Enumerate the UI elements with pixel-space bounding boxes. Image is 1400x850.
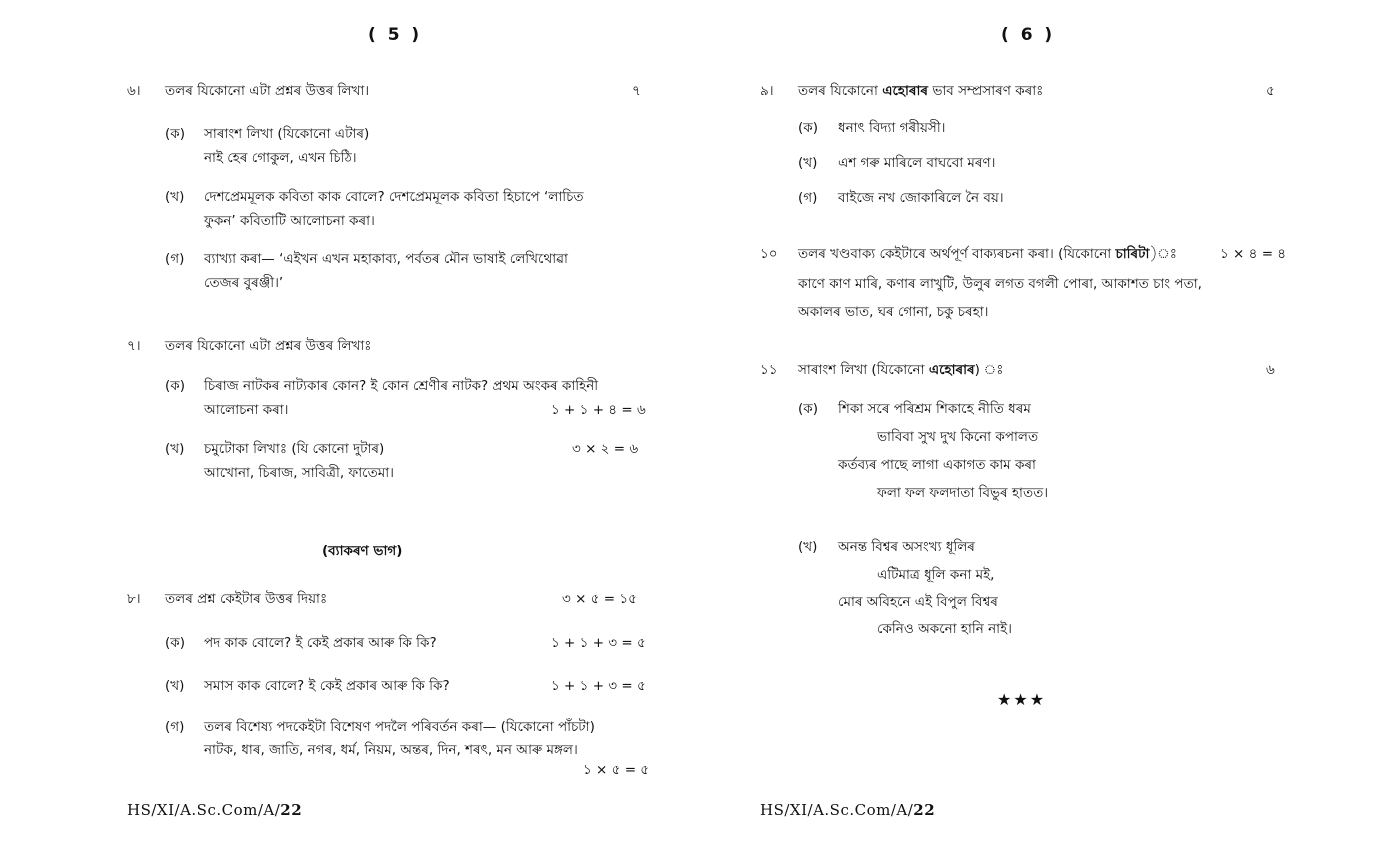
question-marks: ৬	[1266, 362, 1275, 378]
page-number: ( 6 )	[1001, 25, 1056, 45]
option-text: তেজৰ বুৰঞ্জী।’	[204, 275, 284, 291]
question-text-part: ) ঃ	[974, 362, 1004, 378]
option-text: দেশপ্ৰেমমূলক কবিতা কাক বোলে? দেশপ্ৰেমমূলক কবিতা হিচাপে ‘লাচিত	[204, 189, 584, 205]
option-text: চিৰাজ নাটকৰ নাট্যকাৰ কোন? ই কোন শ্ৰেণীৰ নাটক? প্ৰথম অংকৰ কাহিনী	[204, 378, 599, 394]
question-marks: ৩ × ৫ = ১৫	[562, 591, 637, 607]
option-text: চমুটোকা লিখাঃ (যি কোনো দুটাৰ)	[204, 441, 385, 457]
option-label: (গ)	[165, 719, 185, 735]
question-marks: ৭	[632, 83, 641, 99]
footer-code	[760, 801, 935, 819]
option-text: পদ কাক বোলে? ই কেই প্ৰকাৰ আৰু কি কি?	[204, 635, 437, 651]
question-text-part: তলৰ খণ্ডবাক্য কেইটাৰে অৰ্থপূৰ্ণ বাক্যৰচনা কৰা। (যিকোনো	[798, 246, 1116, 262]
poem-line: ফলা ফল ফলদাতা বিভুৰ হাতত।	[877, 485, 1049, 501]
poem-line: মোৰ অবিহনে এই বিপুল বিশ্বৰ	[838, 594, 998, 610]
option-text: ধনাৎ বিদ্যা গৰীয়সী।	[838, 120, 946, 136]
option-marks: ১ + ১ + ৩ = ৫	[551, 635, 646, 651]
option-label: (ক)	[165, 635, 185, 651]
footer-year: 22	[280, 801, 303, 819]
poem-line: কেনিও অকনো হানি নাই।	[877, 621, 1012, 637]
question-text-part: ভাব সম্প্ৰসাৰণ কৰাঃ	[928, 83, 1044, 99]
question-text-part: সাৰাংশ লিখা (যিকোনো	[798, 362, 929, 378]
question-text-emphasis: এহোৰাৰ	[928, 362, 975, 378]
question-marks: ৫	[1266, 83, 1275, 99]
option-label: (খ)	[165, 678, 185, 694]
option-label: (খ)	[798, 539, 818, 555]
option-marks: ৩ × ২ = ৬	[572, 441, 639, 457]
question-number: ৮।	[127, 591, 141, 607]
question-number: ৯।	[760, 83, 774, 99]
option-label: (ক)	[798, 401, 818, 417]
question-number: ১০	[760, 246, 778, 262]
question-text-part: তলৰ যিকোনো	[798, 83, 883, 99]
question-text-emphasis: এহোৰাৰ	[882, 83, 929, 99]
right-page	[700, 0, 1400, 850]
option-text: তলৰ বিশেষ্য পদকেইটা বিশেষণ পদলৈ পৰিবৰ্তন কৰা— (যিকোনো পাঁচটা)	[204, 719, 595, 735]
option-text: সাৰাংশ লিখা (যিকোনো এটাৰ)	[204, 126, 370, 142]
option-label: (খ)	[165, 441, 185, 457]
question-text: তলৰ প্ৰশ্ন কেইটাৰ উত্তৰ দিয়াঃ	[165, 591, 328, 607]
footer-code-text: HS/XI/A.Sc.Com/A/	[127, 801, 281, 819]
question-number: ৭।	[127, 338, 141, 354]
poem-line: ভাবিবা সুখ দুখ কিনো কপালত	[877, 429, 1039, 445]
option-label: (খ)	[165, 189, 185, 205]
footer-code	[127, 801, 302, 819]
question-body: কাণে কাণ মাৰি, কণাৰ লাখুটি, উলুৰ লগত বগলী পোৰা, আকাশত চাং পতা,	[798, 276, 1202, 292]
poem-line: এটিমাত্ৰ ধূলি কনা মই,	[877, 567, 995, 583]
question-marks: ১ × ৪ = ৪	[1220, 246, 1287, 262]
footer-year: 22	[913, 801, 936, 819]
option-text: আখোনা, চিৰাজ, সাবিত্ৰী, ফাতেমা।	[204, 465, 394, 481]
poem-line: শিকা সৰে পৰিশ্ৰম শিকাহে নীতি ধৰম	[838, 401, 1031, 417]
question-text-emphasis: চাৰিটা	[1115, 246, 1150, 262]
question-text	[798, 245, 1177, 263]
option-marks: ১ + ১ + ৩ = ৫	[551, 678, 646, 694]
option-text: ফুকন’ কবিতাটি আলোচনা কৰা।	[204, 213, 375, 229]
question-number: ১১	[760, 362, 778, 378]
option-text: নাটক, ধাৰ, জাতি, নগৰ, ধৰ্ম, নিয়ম, অন্তৰ, দিন, শৰৎ, মন আৰু মঙ্গল।	[204, 742, 578, 758]
option-label: (খ)	[798, 155, 818, 171]
option-label: (গ)	[165, 251, 185, 267]
poem-line: কৰ্তব্যৰ পাছে লাগা একাগত কাম কৰা	[838, 457, 1036, 473]
option-text: বাইজে নখ জোকাৰিলে নৈ বয়।	[838, 190, 1004, 206]
question-text-part: )ঃ	[1149, 246, 1177, 262]
question-body: অকালৰ ভাত, ঘৰ গোনা, চকু চৰহা।	[798, 304, 989, 320]
end-stars: ★★★	[997, 690, 1047, 709]
option-text: নাই হেৰ গোকুল, এখন চিঠি।	[204, 150, 357, 166]
option-label: (ক)	[165, 378, 185, 394]
option-text: এশ গৰু মাৰিলে বাঘবো মৰণ।	[838, 155, 996, 171]
option-marks: ১ × ৫ = ৫	[583, 762, 650, 778]
page-number: ( 5 )	[368, 25, 423, 45]
question-text: তলৰ যিকোনো এটা প্ৰশ্নৰ উত্তৰ লিখাঃ	[165, 338, 372, 354]
option-text: আলোচনা কৰা।	[204, 402, 289, 418]
question-number: ৬।	[127, 83, 141, 99]
poem-line: অনন্ত বিশ্বৰ অসংখ্য ধূলিৰ	[838, 539, 975, 555]
section-title: (ব্যাকৰণ ভাগ)	[322, 543, 403, 559]
option-text: ব্যাখ্যা কৰা— ‘এইখন এখন মহাকাব্য, পৰ্বতৰ মৌন ভাষাই লেখিথোৱা	[204, 251, 568, 267]
option-label: (গ)	[798, 190, 818, 206]
question-text	[798, 361, 1003, 379]
option-label: (ক)	[798, 120, 818, 136]
option-marks: ১ + ১ + ৪ = ৬	[551, 402, 646, 418]
question-text: তলৰ যিকোনো এটা প্ৰশ্নৰ উত্তৰ লিখা।	[165, 83, 370, 99]
option-label: (ক)	[165, 126, 185, 142]
option-text: সমাস কাক বোলে? ই কেই প্ৰকাৰ আৰু কি কি?	[204, 678, 450, 694]
question-text	[798, 82, 1043, 100]
footer-code-text: HS/XI/A.Sc.Com/A/	[760, 801, 914, 819]
